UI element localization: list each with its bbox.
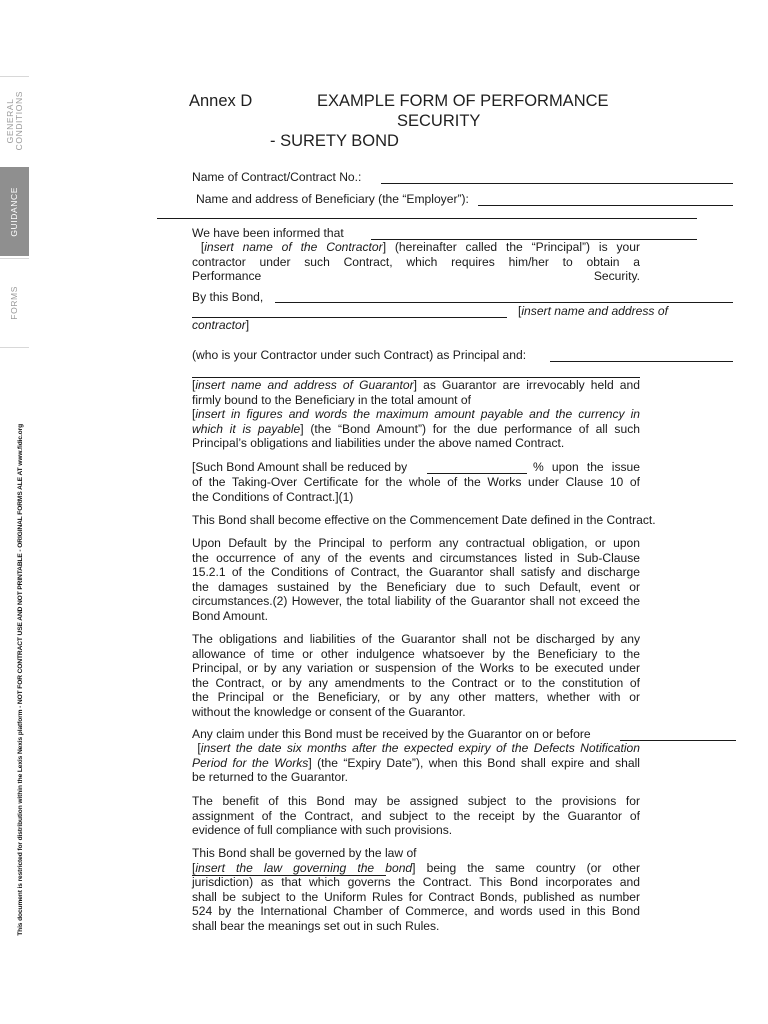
page-title-line1: EXAMPLE FORM OF PERFORMANCE (317, 92, 609, 110)
beneficiary-blank (478, 205, 733, 206)
law-paragraph: This Bond shall be governed by the law of [insert the law governing the bond] being the same country (or other jurisdiction) as that which governs the Contract. This Bond incorporates and shall be subject to the Uniform Rules for Contract Bonds, published as number 524 by the International Chamber of Commerce, and words used in this Bond shall bear the meanings set out in such Rules. (192, 846, 640, 933)
informed-paragraph: [insert name of the Contractor] (hereinafter called the “Principal”) is your contractor under such Contract, which requires him/her to obtain a Performance Security. (192, 240, 640, 284)
page-title-line3: - SURETY BOND (270, 132, 399, 150)
reduced-paragraph: of the Taking-Over Certificate for the whole of the Works under Clause 10 of the Conditions of Contract.](1) (192, 475, 640, 504)
default-paragraph: Upon Default by the Principal to perform any contractual obligation, or upon the occurrence of any of the events and circumstances listed in Sub-Clause 15.2.1 of the Conditions of Contract, the Guarantor shall satisfy and discharge the damages sustained by the Beneficiary due to such Default, event or circumstances.(2) However, the total liability of the Guarantor shall not exceed the Bond Amount. (192, 536, 640, 623)
governing-law-blank (192, 875, 386, 876)
tab-guidance[interactable] (0, 167, 29, 256)
tab-divider (0, 347, 29, 348)
tab-forms[interactable] (0, 258, 29, 347)
claim-line-1: Any claim under this Bond must be received by the Guarantor on or before (192, 727, 591, 741)
contract-name-label: Name of Contract/Contract No.: (192, 170, 362, 184)
tab-general-conditions[interactable] (0, 76, 29, 165)
informed-line-1: We have been informed that (192, 226, 344, 240)
guarantor-paragraph: [insert name and address of Guarantor] as Guarantor are irrevocably held and firmly bound to the Beneficiary in the total amount of [insert in figures and words the maximum amount payable and the currency in which it is payable] (the “Bond Amount”) for the due performance of all such Principal’s obligations and liabilities under the above named Contract. (192, 378, 640, 451)
by-this-bond-label: By this Bond, (192, 290, 264, 304)
annex-label: Annex D (189, 92, 253, 110)
effective-paragraph: This Bond shall become effective on the Commencement Date defined in the Contract. (192, 513, 656, 527)
contractor-insert-2: contractor] (192, 318, 250, 332)
reduction-percent-blank (427, 473, 527, 474)
distribution-notice: This document is restricted for distribution within the Lexis Nexis platform - NOT FOR CONTRACT USE AND NOT PRINTABLE - ORIGINAL FORMS ALE AT www.fidic.org (16, 424, 24, 936)
benefit-paragraph: The benefit of this Bond may be assigned subject to the provisions for assignment of the Contract, and subject to the receipt by the Guarantor of evidence of full compliance with such provisions. (192, 794, 640, 838)
principal-line: (who is your Contractor under such Contract) as Principal and: (192, 348, 527, 362)
contract-name-blank (381, 183, 733, 184)
by-this-bond-blank (275, 302, 733, 303)
tab-general-conditions-label: GENERAL CONDITIONS (4, 91, 24, 151)
page-title-line2: SECURITY (397, 112, 481, 130)
obligations-paragraph: The obligations and liabilities of the Guarantor shall not be discharged by any allowance of time or other indulgence whatsoever by the Beneficiary to the Principal, or by any variation or suspension of the Works to be executed under the Contract, or by any amendments to the Contract or to the constitution of the Principal or the Beneficiary, or by any other matters, whether with or without the knowledge or consent of the Guarantor. (192, 632, 640, 719)
reduced-line-1b: % upon the issue (533, 460, 640, 474)
contractor-insert-1: [insert name and address of (518, 304, 668, 318)
reduced-line-1a: [Such Bond Amount shall be reduced by (192, 460, 408, 474)
tab-forms-label: FORMS (9, 286, 19, 320)
claim-paragraph: [insert the date six months after the expected expiry of the Defects Notification Period for the Works] (the “Expiry Date”), when this Bond shall expire and shall be returned to the Guarantor. (192, 741, 640, 785)
principal-blank (550, 361, 733, 362)
tab-guidance-label: GUIDANCE (9, 186, 19, 237)
beneficiary-blank-2 (157, 218, 697, 219)
beneficiary-label: Name and address of Beneficiary (the “Employer”): (196, 192, 469, 206)
